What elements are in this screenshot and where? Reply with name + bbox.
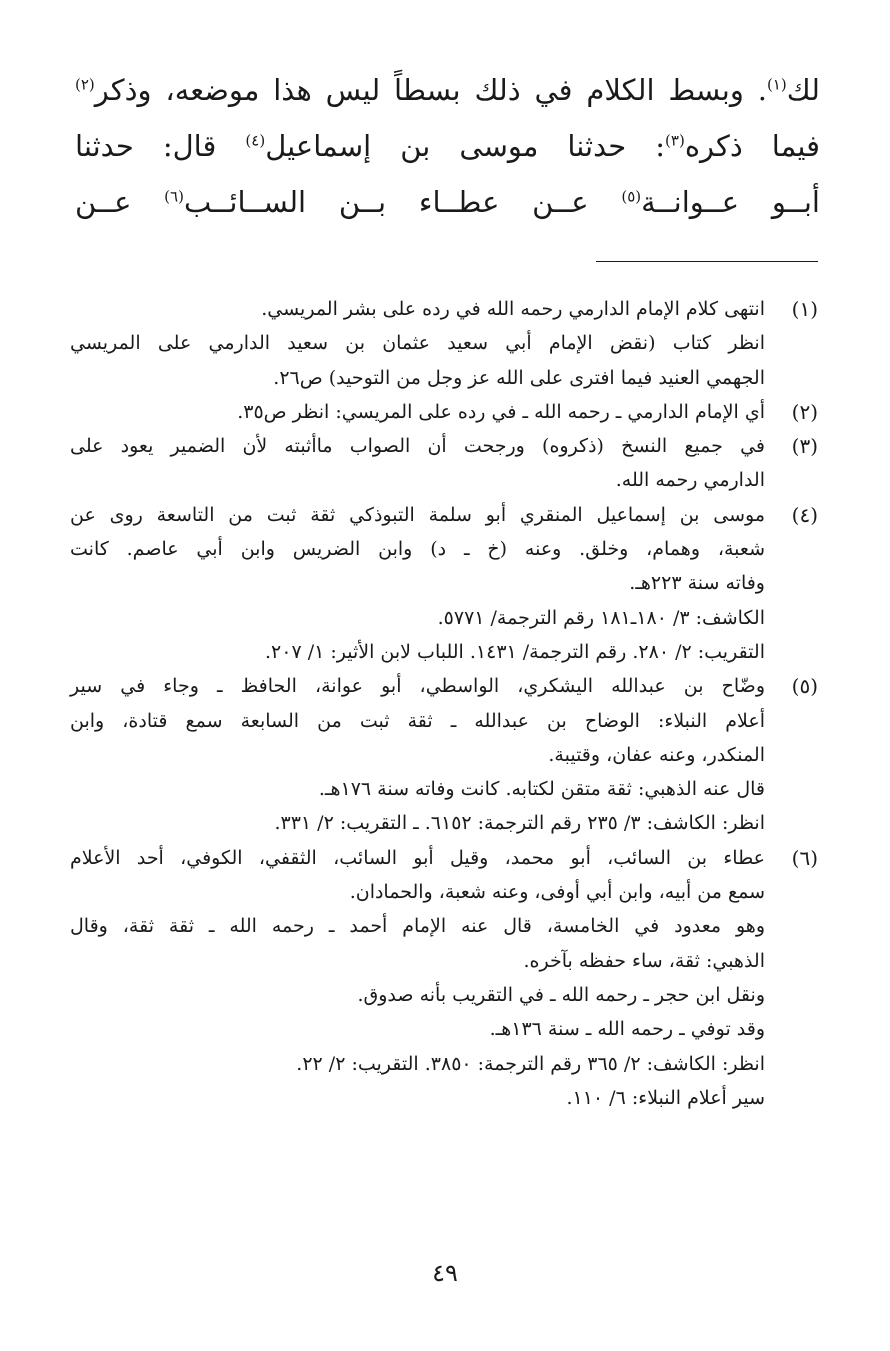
footnote-number: (١) (791, 297, 818, 321)
footnote-line: موسى بن إسماعيل المنقري أبو سلمة التبوذكي ثقة ثبت من التاسعة روى عن (70, 503, 765, 526)
main-text-segment: عــن عطــاء بــن الســائــب (183, 185, 622, 219)
footnote-number: (٥) (791, 674, 818, 699)
footnote-body (70, 841, 765, 1115)
footnote-reference: (١) (766, 75, 787, 94)
footnote-line: المنكدر، وعنه عفان، وقتيبة. (548, 743, 765, 766)
footnote-reference: (٤) (245, 131, 266, 150)
footnote-reference: (٦) (164, 187, 184, 206)
footnote-number: (٤) (791, 502, 818, 527)
footnote-line: سمع من أبيه، وابن أبي أوفى، وعنه شعبة، والحمادان. (349, 881, 765, 904)
footnote-line: وهو معدود في الخامسة، قال عنه الإمام أحمد ـ رحمه الله ـ ثقة ثقة، وقال (70, 915, 765, 938)
footnote-line: وفاته سنة ٢٢٣هـ. (629, 572, 765, 595)
main-text-segment: : حدثنا موسى بن إسماعيل (265, 129, 666, 163)
footnote-line: أي الإمام الدارمي ـ رحمه الله ـ في رده على المريسي: انظر ص٣٥. (237, 400, 765, 423)
main-text-segment: . وبسط الكلام في ذلك بسطاً ليس هذا موضعه، وذكر (94, 73, 767, 107)
footnote-line: الجهمي العنيد فيما افترى على الله عز وجل من التوحيد) ص٢٦. (273, 366, 765, 389)
main-text-line (75, 62, 820, 118)
footnote-line: في جميع النسخ (ذكروه) ورجحت أن الصواب ماأثبته لأن الضمير يعود على (70, 435, 765, 458)
footnote-line: انتهى كلام الإمام الدارمي رحمه الله في رده على بشر المريسي. (261, 298, 765, 320)
footnote-body (70, 669, 765, 840)
footnote-reference: (٥) (621, 187, 642, 206)
footnote (70, 498, 818, 669)
footnote-number: (٣) (791, 434, 818, 459)
footnote-line: قال عنه الذهبي: ثقة متقن لكتابه. كانت وفاته سنة ١٧٦هـ. (318, 778, 765, 801)
footnote-reference: (٢) (75, 75, 95, 94)
footnote-line: وضّاح بن عبدالله اليشكري، الواسطي، أبو عوانة، الحافظ ـ وجاء في سير (70, 675, 765, 698)
main-text-segment: لك (786, 73, 820, 107)
footnote-body (70, 429, 765, 498)
main-text (75, 62, 820, 230)
footnote-body (70, 292, 765, 395)
page-number: ٤٩ (432, 1259, 458, 1287)
footnote-line: انظر: الكاشف: ٣/ ٢٣٥ رقم الترجمة: ٦١٥٢. ـ التقريب: ٢/ ٣٣١. (274, 812, 765, 835)
footnote (70, 292, 818, 395)
footnote-line: التقريب: ٢/ ٢٨٠. رقم الترجمة/ ١٤٣١. اللباب لابن الأثير: ١/ ٢٠٧. (264, 640, 765, 663)
main-text-segment: قال: حدثنا (75, 129, 246, 163)
footnote-number: (٢) (791, 399, 818, 424)
footnote-line: انظر: الكاشف: ٢/ ٣٦٥ رقم الترجمة: ٣٨٥٠. التقريب: ٢/ ٢٢. (296, 1052, 765, 1075)
footnote-line: الدارمي رحمه الله. (615, 469, 765, 492)
footnotes-section (70, 292, 818, 1115)
footnote-line: وقد توفي ـ رحمه الله ـ سنة ١٣٦هـ. (489, 1018, 765, 1041)
footnote-separator (596, 261, 818, 262)
footnote-reference: (٣) (665, 131, 685, 150)
main-text-segment: أبــو عــوانــة (641, 185, 820, 219)
footnote-line: عطاء بن السائب، أبو محمد، وقيل أبو السائب، الثقفي، الكوفي، أحد الأعلام (70, 846, 765, 869)
main-text-line (75, 174, 820, 230)
footnote-line: أعلام النبلاء: الوضاح بن عبدالله ـ ثقة ثبت من السابعة سمع قتادة، وابن (70, 709, 765, 732)
footnote-line: انظر كتاب (نقض الإمام أبي سعيد عثمان بن سعيد الدارمي على المريسي (70, 332, 765, 355)
footnote-number: (٦) (791, 845, 818, 870)
footnote-line: الذهبي: ثقة، ساء حفظه بآخره. (523, 949, 765, 972)
footnote-body (70, 395, 765, 429)
footnote-line: ونقل ابن حجر ـ رحمه الله ـ في التقريب بأنه صدوق. (357, 983, 765, 1006)
footnote-line: الكاشف: ٣/ ١٨٠ـ١٨١ رقم الترجمة/ ٥٧٧١. (437, 606, 765, 629)
main-text-segment: فيما ذكره (684, 129, 820, 163)
footnote-line: شعبة، وهمام، وخلق. وعنه (خ ـ د) وابن الضريس وابن أبي عاصم. كانت (70, 538, 765, 561)
footnote (70, 669, 818, 840)
footnote-line: سير أعلام النبلاء: ٦/ ١١٠. (566, 1086, 765, 1109)
footnote-body (70, 498, 765, 669)
main-text-line (75, 118, 820, 174)
footnote (70, 429, 818, 498)
footnote (70, 841, 818, 1115)
footnote (70, 395, 818, 429)
main-text-segment: عــن (75, 185, 165, 219)
